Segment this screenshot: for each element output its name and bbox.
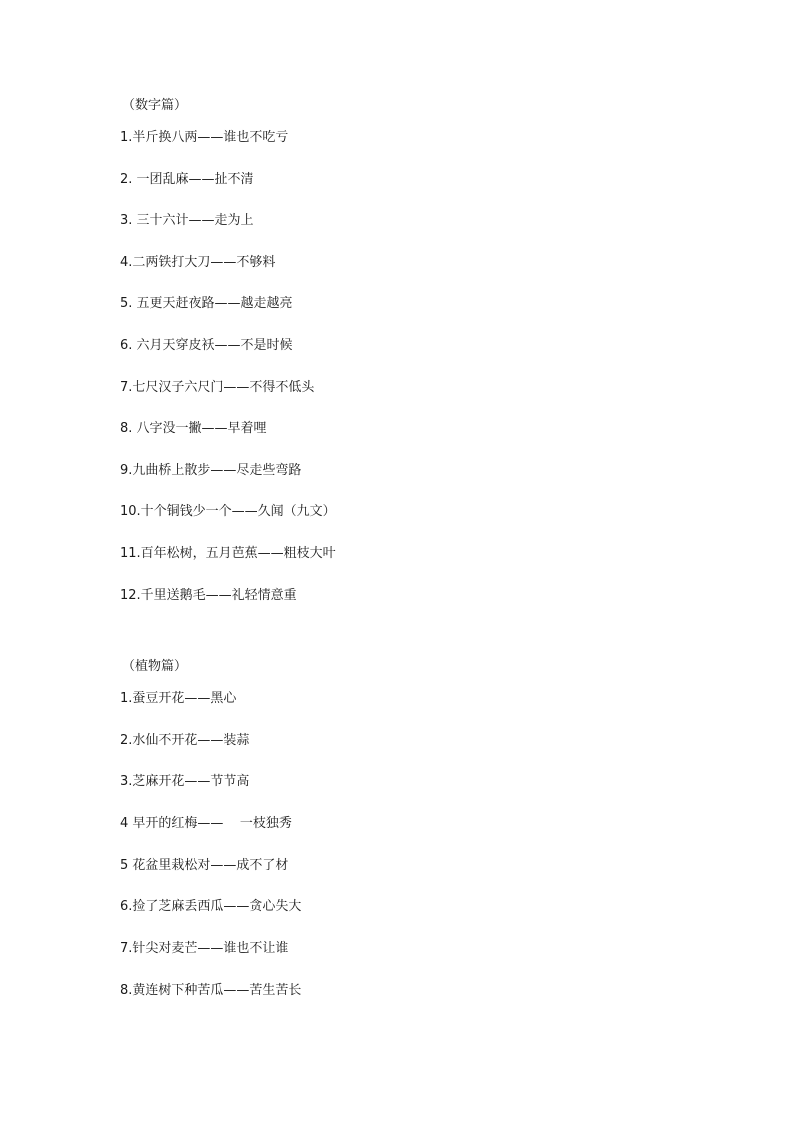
numbers-item-1: 1.半斤换八两——谁也不吃亏 <box>120 130 289 145</box>
numbers-item-7: 7.七尺汉子六尺门——不得不低头 <box>120 379 315 395</box>
plants-item-4: 4 早开的红梅—— 一枝独秀 <box>120 816 292 832</box>
plants-item-2: 2.水仙不开花——装蒜 <box>120 732 250 748</box>
numbers-item-10: 10.十个铜钱少一个——久闻（九文） <box>120 504 336 520</box>
plants-item-1: 1.蚕豆开花——黑心 <box>120 691 237 706</box>
numbers-item-8: 8. 八字没一撇——早着哩 <box>120 421 267 437</box>
numbers-section <box>120 96 720 627</box>
numbers-item-5: 5. 五更天赶夜路——越走越亮 <box>120 296 293 312</box>
plants-item-8: 8.黄连树下种苦瓜——苦生苦长 <box>120 982 302 998</box>
numbers-item-4: 4.二两铁打大刀——不够料 <box>120 254 276 270</box>
plants-section-heading: （植物篇） <box>122 659 188 674</box>
plants-item-6: 6.捡了芝麻丢西瓜——贪心失大 <box>120 899 302 915</box>
numbers-item-12: 12.千里送鹅毛——礼轻情意重 <box>120 587 297 603</box>
numbers-item-3: 3. 三十六计——走为上 <box>120 213 254 229</box>
numbers-item-11: 11.百年松树，五月芭蕉——粗枝大叶 <box>120 545 336 561</box>
numbers-section-heading: （数字篇） <box>122 98 188 113</box>
numbers-item-2: 2. 一团乱麻——扯不清 <box>120 171 254 187</box>
plants-item-5: 5 花盆里栽松对——成不了材 <box>120 857 289 873</box>
plants-item-3: 3.芝麻开花——节节高 <box>120 774 250 790</box>
numbers-item-9: 9.九曲桥上散步——尽走些弯路 <box>120 462 302 478</box>
plants-section <box>120 657 720 1023</box>
numbers-item-6: 6. 六月天穿皮袄——不是时候 <box>120 337 293 353</box>
plants-item-7: 7.针尖对麦芒——谁也不让谁 <box>120 941 289 957</box>
